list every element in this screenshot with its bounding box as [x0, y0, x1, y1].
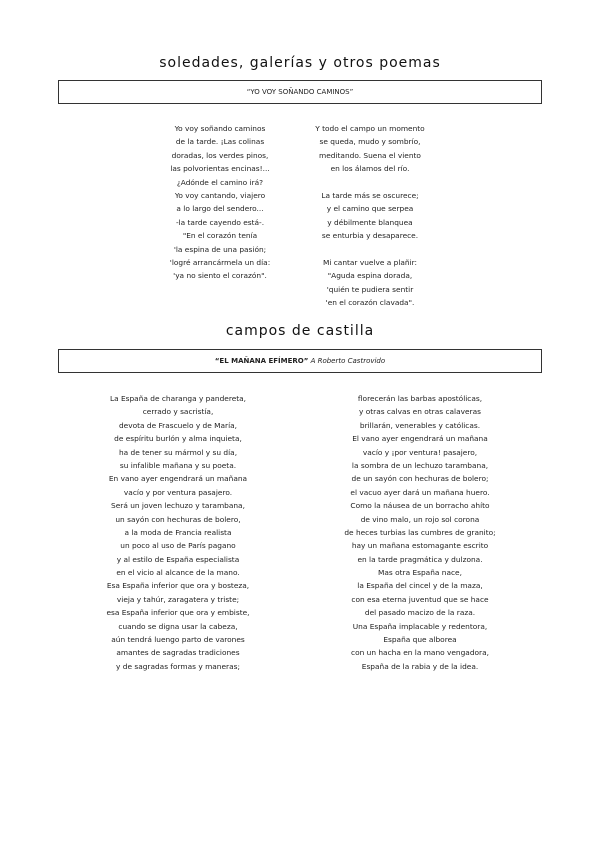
- poem-line: hay un mañana estomagante escrito: [351, 541, 489, 551]
- poem-line: la sombra de un lechuzo tarambana,: [351, 460, 489, 470]
- poem-line: Esa España inferior que ora y bosteza,: [106, 581, 250, 591]
- poem-line: del pasado macizo de la raza.: [364, 608, 476, 618]
- poem-line: Mi cantar vuelve a plañir:: [322, 257, 418, 267]
- poem-line: Una España implacable y redentora,: [352, 621, 488, 631]
- poem-line: "En el corazón tenía: [182, 231, 258, 241]
- poem-line: en el vicio al alcance de la mano.: [116, 568, 240, 578]
- poem-line: vieja y tahúr, zaragatera y triste;: [116, 594, 240, 604]
- poem-line: un poco al uso de París pagano: [120, 541, 236, 551]
- poem-line: con un hacha en la mano vengadora,: [351, 648, 489, 658]
- poem-line: a la moda de Francia realista: [124, 527, 232, 537]
- poem-line: 'en el corazón clavada".: [325, 298, 415, 308]
- poem-line: Yo voy soñando caminos: [174, 124, 266, 133]
- poem-line: vacío y por ventura pasajero.: [123, 487, 233, 497]
- poem-line: vacío y ¡por ventura! pasajero,: [362, 447, 478, 457]
- poem-line: de un sayón con hechuras de bolero;: [351, 474, 489, 484]
- poem-line: 'la espina de una pasión;: [173, 244, 267, 254]
- poem-line: [290, 176, 450, 189]
- poem-line: Será un joven lechuzo y tarambana,: [111, 501, 245, 511]
- poem-line: ¿Adónde el camino irá?: [176, 177, 264, 187]
- poem-line: de vino malo, un rojo sol corona: [360, 514, 480, 524]
- poem-title-box: [58, 80, 542, 104]
- section-title: campos de castilla: [225, 323, 375, 339]
- poem-line: cuando se digna usar la cabeza,: [118, 621, 238, 631]
- poem-right-column: [290, 122, 450, 309]
- poem-line: esa España inferior que ora y embiste,: [106, 608, 250, 618]
- poem-line: y otras calvas en otras calaveras: [359, 407, 481, 417]
- poem-line: de la tarde. ¡Las colinas: [175, 137, 265, 147]
- poem-line: meditando. Suena el viento: [319, 150, 421, 160]
- poem-left-column: [140, 122, 300, 283]
- poem-line: cerrado y sacristía,: [142, 407, 214, 417]
- poem-line: se enturbia y desaparece.: [321, 231, 419, 241]
- poem-line: La tarde más se oscurece;: [321, 190, 419, 200]
- poem-line: Como la náusea de un borracho ahíto: [350, 501, 490, 511]
- poem-line: las polvorientas encinas!...: [170, 164, 270, 174]
- poem-line: El vano ayer engendrará un mañana: [352, 434, 488, 444]
- poem-line: y de sagradas formas y maneras;: [116, 661, 240, 671]
- poem-line: de espíritu burlón y alma inquieta,: [114, 434, 242, 444]
- poem-line: florecerán las barbas apostólicas,: [357, 394, 483, 403]
- poem-line: y el camino que serpea: [326, 204, 414, 214]
- poem-line: "Aguda espina dorada,: [327, 271, 413, 281]
- poem-line: con esa eterna juventud que se hace: [351, 594, 489, 604]
- poem-line: brillarán, venerables y católicas.: [359, 420, 481, 430]
- poem-line: su infalible mañana y su poeta.: [119, 460, 237, 470]
- poem-line: de heces turbias las cumbres de granito;: [344, 527, 496, 537]
- poem-line: En vano ayer engendrará un mañana: [108, 474, 248, 484]
- poem-line: 'quién te pudiera sentir: [326, 284, 414, 294]
- poem-line: en la tarde pragmática y dulzona.: [357, 554, 483, 564]
- poem-line: la España del cincel y de la maza,: [357, 581, 483, 591]
- poem-line: en los álamos del río.: [330, 164, 410, 174]
- poem-line: un sayón con hechuras de bolero,: [115, 514, 241, 524]
- poem-line: doradas, los verdes pinos,: [171, 150, 269, 160]
- poem-line: y débilmente blanquea: [327, 217, 413, 227]
- poem-dedication: A Roberto Castrovido: [310, 357, 386, 365]
- poem-line: Y todo el campo un momento: [315, 124, 425, 133]
- poem-line: España que alborea: [383, 635, 457, 645]
- poem-line: aún tendrá luengo parto de varones: [111, 635, 245, 645]
- poem-title-bold: “EL MAÑANA EFÍMERO”: [214, 357, 309, 365]
- poem-line: La España de charanga y pandereta,: [109, 394, 247, 403]
- poem-line: ha de tener su mármol y su día,: [118, 447, 238, 457]
- poem-line: Yo voy cantando, viajero: [174, 190, 266, 200]
- poem-line: [290, 243, 450, 256]
- poem-title: [215, 357, 385, 365]
- poem-line: devota de Frascuelo y de María,: [118, 420, 238, 430]
- poem-line: y al estilo de España especialista: [116, 554, 240, 564]
- poem-line: a lo largo del sendero...: [176, 204, 264, 214]
- poem-line: -la tarde cayendo está-.: [175, 217, 265, 227]
- poem-line: 'ya no siento el corazón".: [173, 271, 267, 281]
- poem-line: amantes de sagradas tradiciones: [116, 648, 240, 658]
- poem-left-column: [78, 392, 278, 673]
- poem-title: “YO VOY SOÑANDO CAMINOS”: [246, 88, 354, 96]
- poem-right-column: [320, 392, 520, 673]
- poem-line: España de la rabia y de la idea.: [361, 661, 479, 671]
- poem-line: Mas otra España nace,: [378, 568, 462, 578]
- section-title: soledades, galerías y otros poemas: [159, 55, 441, 71]
- poem-line: 'logré arrancármela un día:: [169, 257, 271, 267]
- poem-line: se queda, mudo y sombrío,: [319, 137, 421, 147]
- poem-line: el vacuo ayer dará un mañana huero.: [350, 487, 490, 497]
- poem-title-box: [58, 349, 542, 373]
